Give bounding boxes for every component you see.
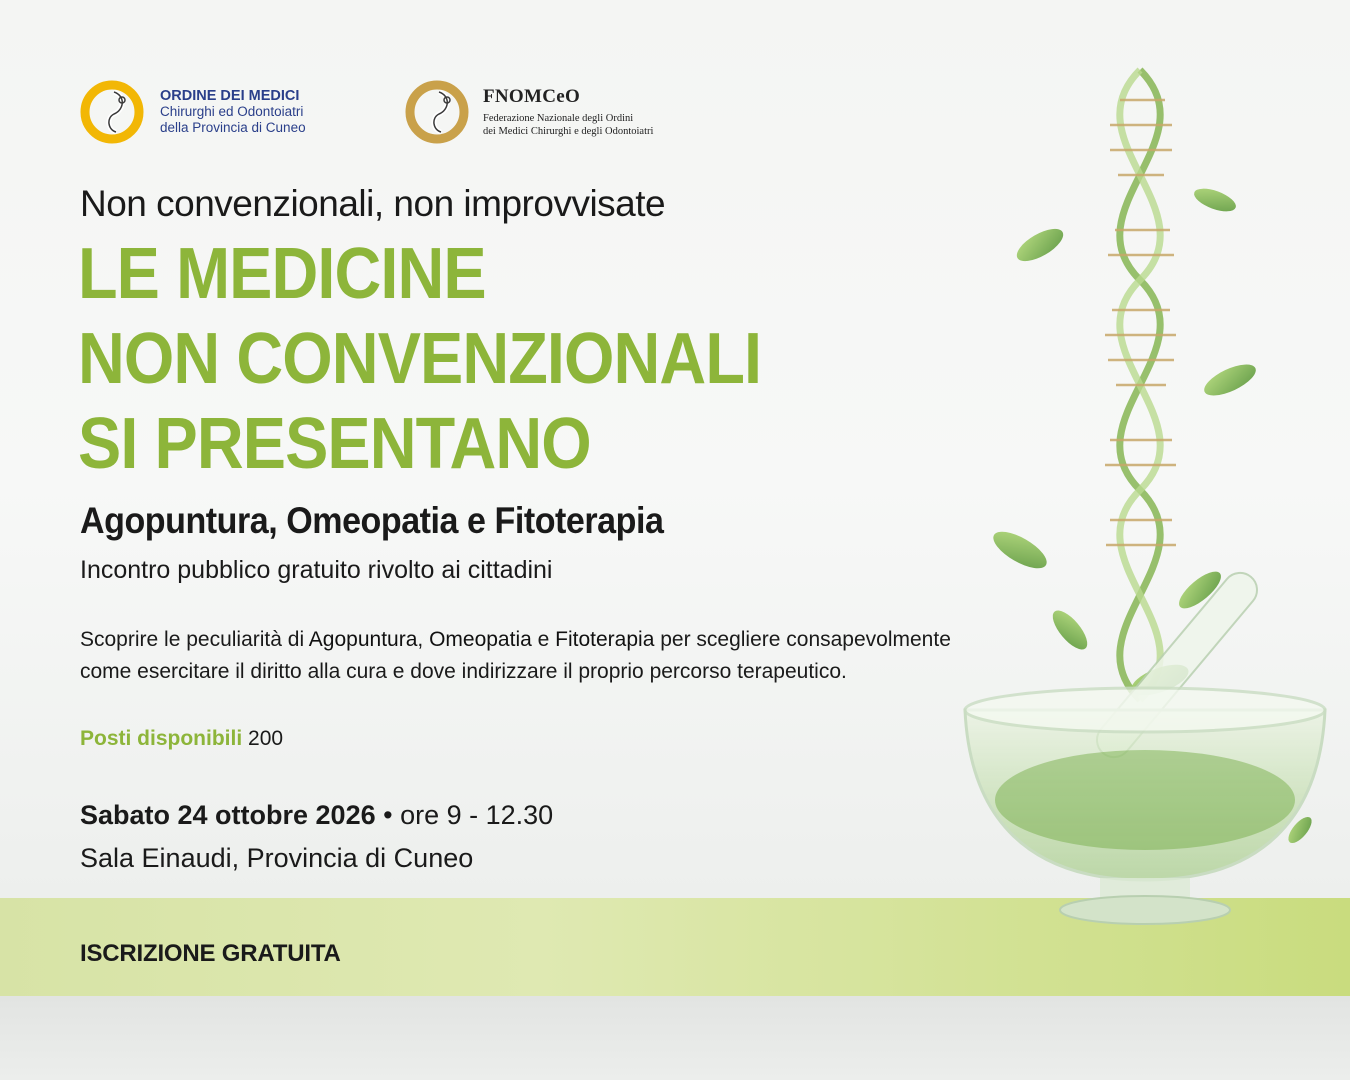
subline: Incontro pubblico gratuito rivolto ai cittadini: [80, 556, 553, 584]
fnomceo-line1: Federazione Nazionale degli Ordini: [483, 113, 634, 124]
kicker-text: Non convenzionali, non improvvisate: [80, 183, 666, 224]
desc-part-1: Scoprire le peculiarità di: [80, 628, 309, 651]
fnomceo-logo: [405, 80, 653, 144]
headline-line-1: LE MEDICINE: [78, 234, 486, 314]
ordine-logo-text: [160, 88, 306, 136]
fnomceo-title: FNOMCeO: [483, 86, 581, 107]
fnomceo-line2: dei Medici Chirurghi e degli Odontoiatri: [483, 126, 654, 137]
event-separator: •: [375, 800, 401, 830]
ordine-medici-logo: [80, 80, 306, 144]
desc-bold-agopuntura: Agopuntura: [308, 628, 418, 651]
ordine-line3: della Provincia di Cuneo: [160, 120, 306, 135]
desc-part-4: per scegliere consapevolmente come esercitare il diritto alla cura e dove indirizzare il proprio percorso terapeutico.: [80, 628, 951, 683]
description: [80, 624, 970, 688]
headline-line-3: SI PRESENTANO: [78, 404, 591, 484]
desc-part-3: e: [531, 628, 556, 651]
headline-line-2: NON CONVENZIONALI: [78, 319, 762, 399]
ordine-name: ORDINE DEI MEDICI: [160, 88, 300, 104]
seats-value: 200: [248, 727, 284, 750]
subtitle: Agopuntura, Omeopatia e Fitoterapia: [80, 500, 664, 541]
ordine-logo-icon: [80, 80, 144, 144]
fnomceo-logo-text: [483, 86, 653, 138]
mortar-pestle-illustration: [965, 566, 1325, 924]
event-place: Sala Einaudi, Provincia di Cuneo: [80, 843, 474, 873]
dna-helix-illustration: [1105, 70, 1176, 700]
desc-bold-omeopatia: Omeopatia: [429, 628, 532, 651]
desc-bold-fitoterapia: Fitoterapia: [555, 628, 655, 651]
headline: [78, 232, 761, 487]
ordine-line2: Chirurghi ed Odontoiatri: [160, 104, 304, 119]
seats-label: Posti disponibili: [80, 727, 243, 750]
fnomceo-logo-icon: [405, 80, 469, 144]
seats-info: [80, 727, 283, 751]
dna-mortar-illustration: [960, 30, 1350, 1080]
event-day: Sabato 24 ottobre 2026: [80, 800, 376, 830]
registration-cta[interactable]: ISCRIZIONE GRATUITA: [80, 940, 341, 967]
event-time: ore 9 - 12.30: [400, 800, 554, 830]
desc-part-2: ,: [417, 628, 430, 651]
event-date: [80, 800, 553, 831]
